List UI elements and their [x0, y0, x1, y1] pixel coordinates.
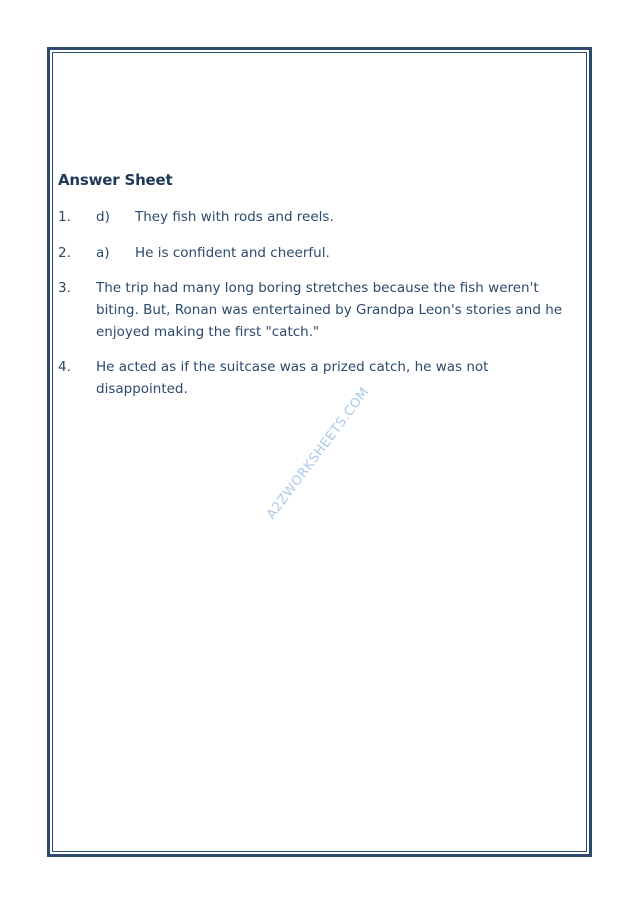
- answer-option: d): [96, 209, 110, 225]
- answer-text: He is confident and cheerful.: [135, 245, 330, 261]
- answer-number: 1.: [58, 209, 71, 225]
- answer-item-4: [58, 356, 583, 400]
- answer-text: The trip had many long boring stretches because the fish weren't biting. But, Ronan was entertained by Grandpa Leon's stories and he enjoyed making the first "catch.": [96, 280, 563, 340]
- answer-number: 3.: [58, 280, 71, 296]
- page-title: Answer Sheet: [58, 171, 173, 189]
- answer-item-1: [58, 206, 578, 228]
- answer-option: a): [96, 245, 110, 261]
- watermark: A2ZWORKSHEETS.COM: [263, 384, 373, 523]
- answer-item-2: [58, 242, 578, 264]
- answer-text: He acted as if the suitcase was a prized catch, he was not disappointed.: [96, 359, 489, 397]
- answer-text: They fish with rods and reels.: [135, 209, 334, 225]
- answer-number: 2.: [58, 245, 71, 261]
- answer-item-3: [58, 277, 583, 343]
- answer-number: 4.: [58, 359, 71, 375]
